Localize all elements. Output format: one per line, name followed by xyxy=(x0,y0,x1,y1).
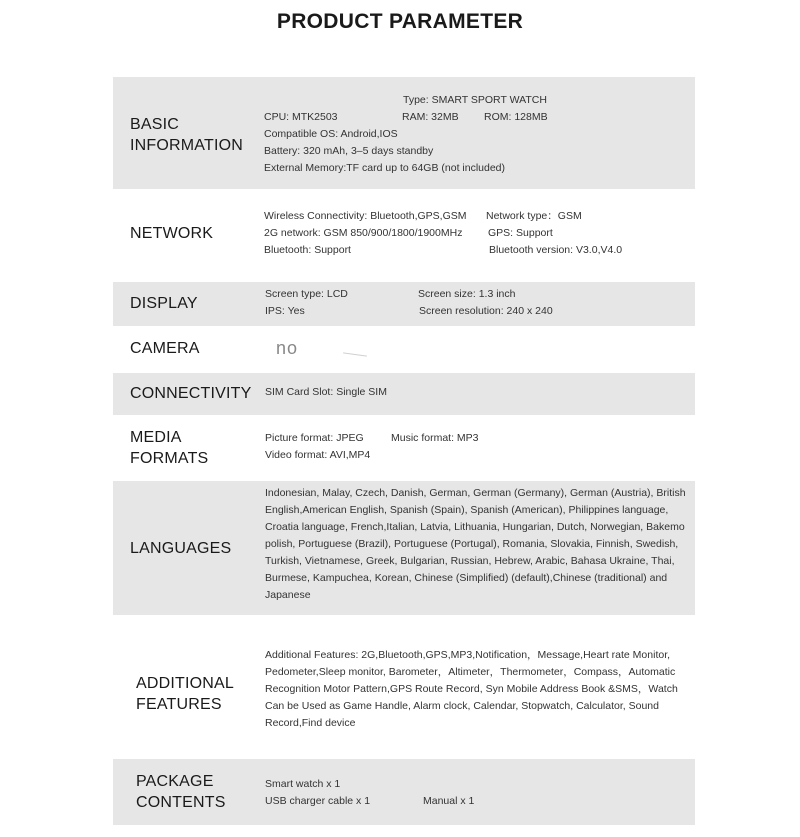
section-additional-features xyxy=(113,618,695,756)
package-label-line1: PACKAGE xyxy=(136,773,214,790)
languages-line: Croatia language, French,Italian, Latvia, Lithuania, Hungarian, Dutch, Norwegian, Bakemo xyxy=(265,521,685,533)
package-watch: Smart watch x 1 xyxy=(265,778,341,790)
basic-label-line2: INFORMATION xyxy=(130,137,244,154)
basic-type: Type: SMART SPORT WATCH xyxy=(403,94,547,106)
additional-line: Pedometer,Sleep monitor, Barometer，Altimeter，Thermometer，Compass，Automatic xyxy=(265,666,676,678)
languages-line: Indonesian, Malay, Czech, Danish, German, German (Germany), German (Austria), British xyxy=(265,487,686,499)
languages-text xyxy=(265,485,690,604)
languages-line: Japanese xyxy=(265,589,311,601)
display-label: DISPLAY xyxy=(130,295,198,312)
network-gps: GPS: Support xyxy=(488,227,553,239)
section-media-formats xyxy=(113,418,695,478)
display-screen-size: Screen size: 1.3 inch xyxy=(418,288,516,300)
basic-os: Compatible OS: Android,IOS xyxy=(264,128,398,140)
additional-line: Record,Find device xyxy=(265,717,356,729)
additional-line: Can be Used as Game Handle, Alarm clock, Calendar, Stopwatch, Calculator, Sound xyxy=(265,700,659,712)
basic-rom: ROM: 128MB xyxy=(484,111,548,123)
network-2g: 2G network: GSM 850/900/1800/1900MHz xyxy=(264,227,463,239)
languages-line: Turkish, Vietnamese, Greek, Bulgarian, Russian, Hebrew, Arabic, Bahasa Ukraine, Thai, xyxy=(265,555,675,567)
section-camera xyxy=(113,328,695,370)
media-label xyxy=(130,427,208,469)
additional-line: Recognition Motor Pattern,GPS Route Record, Syn Mobile Address Book &SMS，Watch xyxy=(265,683,678,695)
page-title: PRODUCT PARAMETER xyxy=(276,10,524,33)
basic-cpu: CPU: MTK2503 xyxy=(264,111,338,123)
section-languages xyxy=(113,481,695,615)
basic-memory: External Memory:TF card up to 64GB (not included) xyxy=(264,162,506,174)
media-label-line1: MEDIA xyxy=(130,429,182,446)
languages-line: polish, Portuguese (Brazil), Portuguese (Portugal), Romania, Slovakia, Finnish, Swedish, xyxy=(265,538,679,550)
section-basic-information xyxy=(113,77,695,189)
display-ips: IPS: Yes xyxy=(265,305,305,317)
camera-label: CAMERA xyxy=(130,340,200,357)
basic-battery: Battery: 320 mAh, 3–5 days standby xyxy=(264,145,434,157)
languages-line: English,American English, Spanish (Spain), Spanish (American), Philippines language, xyxy=(265,504,669,516)
section-package-contents xyxy=(113,759,695,825)
package-label xyxy=(136,771,226,813)
basic-label-line1: BASIC xyxy=(130,116,180,133)
package-manual: Manual x 1 xyxy=(423,795,475,807)
network-bluetooth-version: Bluetooth version: V3.0,V4.0 xyxy=(489,244,623,256)
network-label: NETWORK xyxy=(130,225,214,242)
display-screen-type: Screen type: LCD xyxy=(265,288,348,300)
network-bluetooth: Bluetooth: Support xyxy=(264,244,351,256)
connectivity-sim: SIM Card Slot: Single SIM xyxy=(265,386,387,398)
basic-label xyxy=(130,114,243,156)
network-type: Network type：GSM xyxy=(486,210,582,222)
section-connectivity xyxy=(113,373,695,415)
basic-ram: RAM: 32MB xyxy=(402,111,459,123)
additional-label-line1: ADDITIONAL xyxy=(136,675,235,692)
additional-text xyxy=(265,647,690,732)
media-video: Video format: AVI,MP4 xyxy=(265,449,371,461)
package-cable: USB charger cable x 1 xyxy=(265,795,371,807)
additional-line: Additional Features: 2G,Bluetooth,GPS,MP3,Notification，Message,Heart rate Monitor, xyxy=(265,649,671,661)
network-wireless: Wireless Connectivity: Bluetooth,GPS,GSM xyxy=(264,210,467,222)
camera-value: no xyxy=(276,338,299,358)
section-display xyxy=(113,282,695,326)
package-label-line2: CONTENTS xyxy=(136,794,226,811)
additional-label-line2: FEATURES xyxy=(136,696,222,713)
additional-label xyxy=(136,673,234,715)
connectivity-label: CONNECTIVITY xyxy=(130,385,252,402)
media-music: Music format: MP3 xyxy=(391,432,479,444)
media-label-line2: FORMATS xyxy=(130,450,209,467)
section-network xyxy=(113,196,695,274)
camera-mark xyxy=(343,352,367,356)
display-resolution: Screen resolution: 240 x 240 xyxy=(419,305,553,317)
media-picture: Picture format: JPEG xyxy=(265,432,364,444)
languages-label: LANGUAGES xyxy=(130,540,232,557)
languages-line: Burmese, Kampuchea, Korean, Chinese (Simplified) (default),Chinese (traditional) and xyxy=(265,572,668,584)
